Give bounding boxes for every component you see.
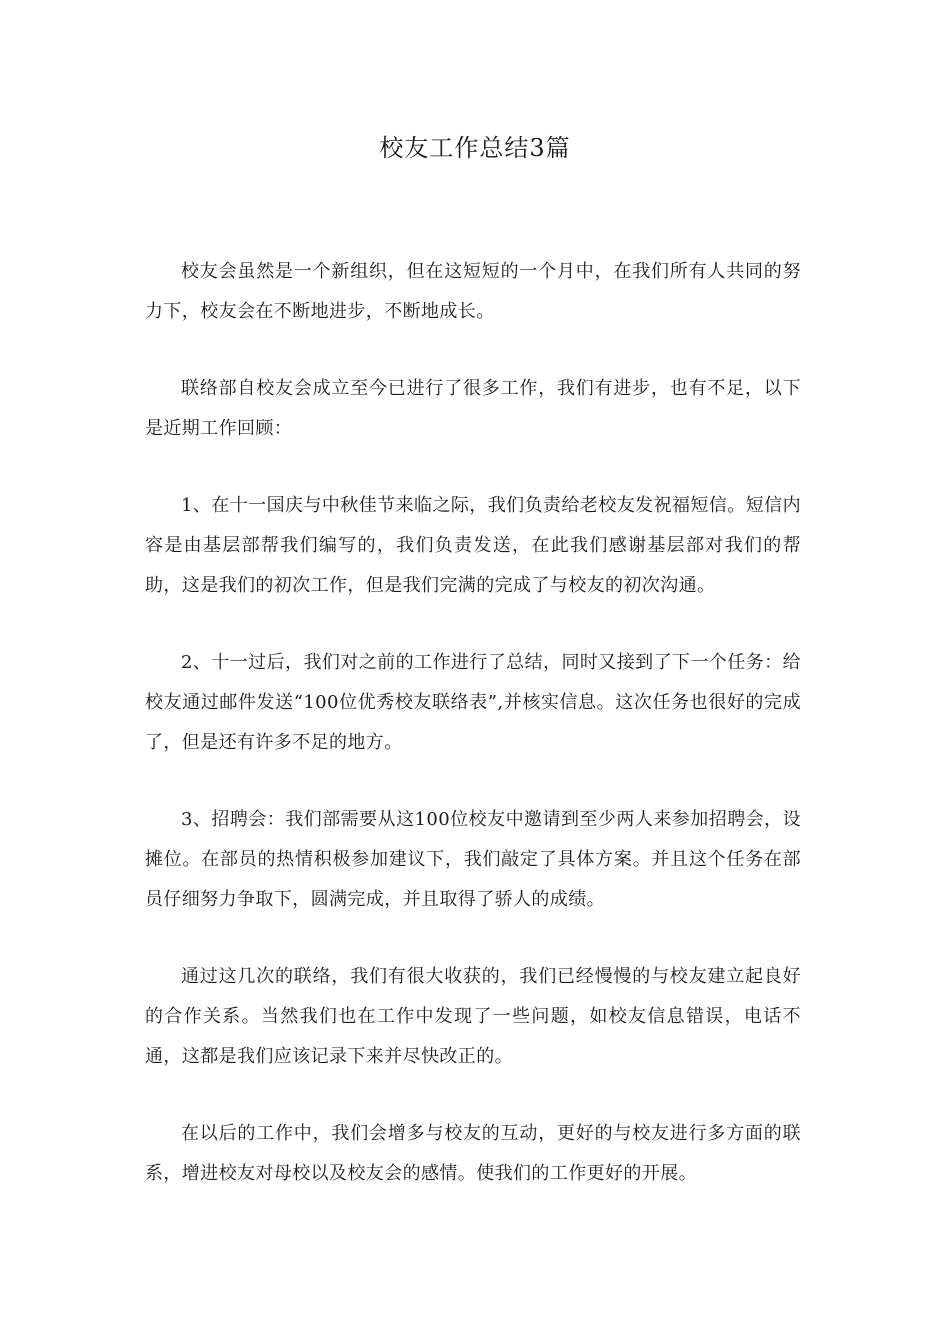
paragraph-reflection: 通过这几次的联络，我们有很大收获的，我们已经慢慢的与校友建立起良好的合作关系。当然我们也在工作中发现了一些问题，如校友信息错误，电话不通，这都是我们应该记录下来并尽快改正的。	[145, 966, 801, 1067]
document-title: 校友工作总结3篇	[379, 134, 571, 162]
paragraph-item-1: 1、在十一国庆与中秋佳节来临之际，我们负责给老校友发祝福短信。短信内容是由基层部帮我们编写的，我们负责发送，在此我们感谢基层部对我们的帮助，这是我们的初次工作，但是我们完满的完成了与校友的初次沟通。	[145, 495, 801, 596]
document-body	[145, 252, 801, 1231]
paragraph-overview: 联络部自校友会成立至今已进行了很多工作，我们有进步，也有不足，以下是近期工作回顾：	[145, 378, 801, 439]
paragraph-outlook: 在以后的工作中，我们会增多与校友的互动，更好的与校友进行多方面的联系，增进校友对母校以及校友会的感情。使我们的工作更好的开展。	[145, 1123, 801, 1184]
paragraph-intro: 校友会虽然是一个新组织，但在这短短的一个月中，在我们所有人共同的努力下，校友会在不断地进步，不断地成长。	[145, 261, 801, 322]
paragraph-item-2: 2、十一过后，我们对之前的工作进行了总结，同时又接到了下一个任务：给校友通过邮件发送“100位优秀校友联络表”,并核实信息。这次任务也很好的完成了，但是还有许多不足的地方。	[145, 652, 801, 753]
paragraph-item-3: 3、招聘会：我们部需要从这100位校友中邀请到至少两人来参加招聘会，设摊位。在部员的热情积极参加建议下，我们敲定了具体方案。并且这个任务在部员仔细努力争取下，圆满完成，并且取得了骄人的成绩。	[145, 809, 801, 910]
